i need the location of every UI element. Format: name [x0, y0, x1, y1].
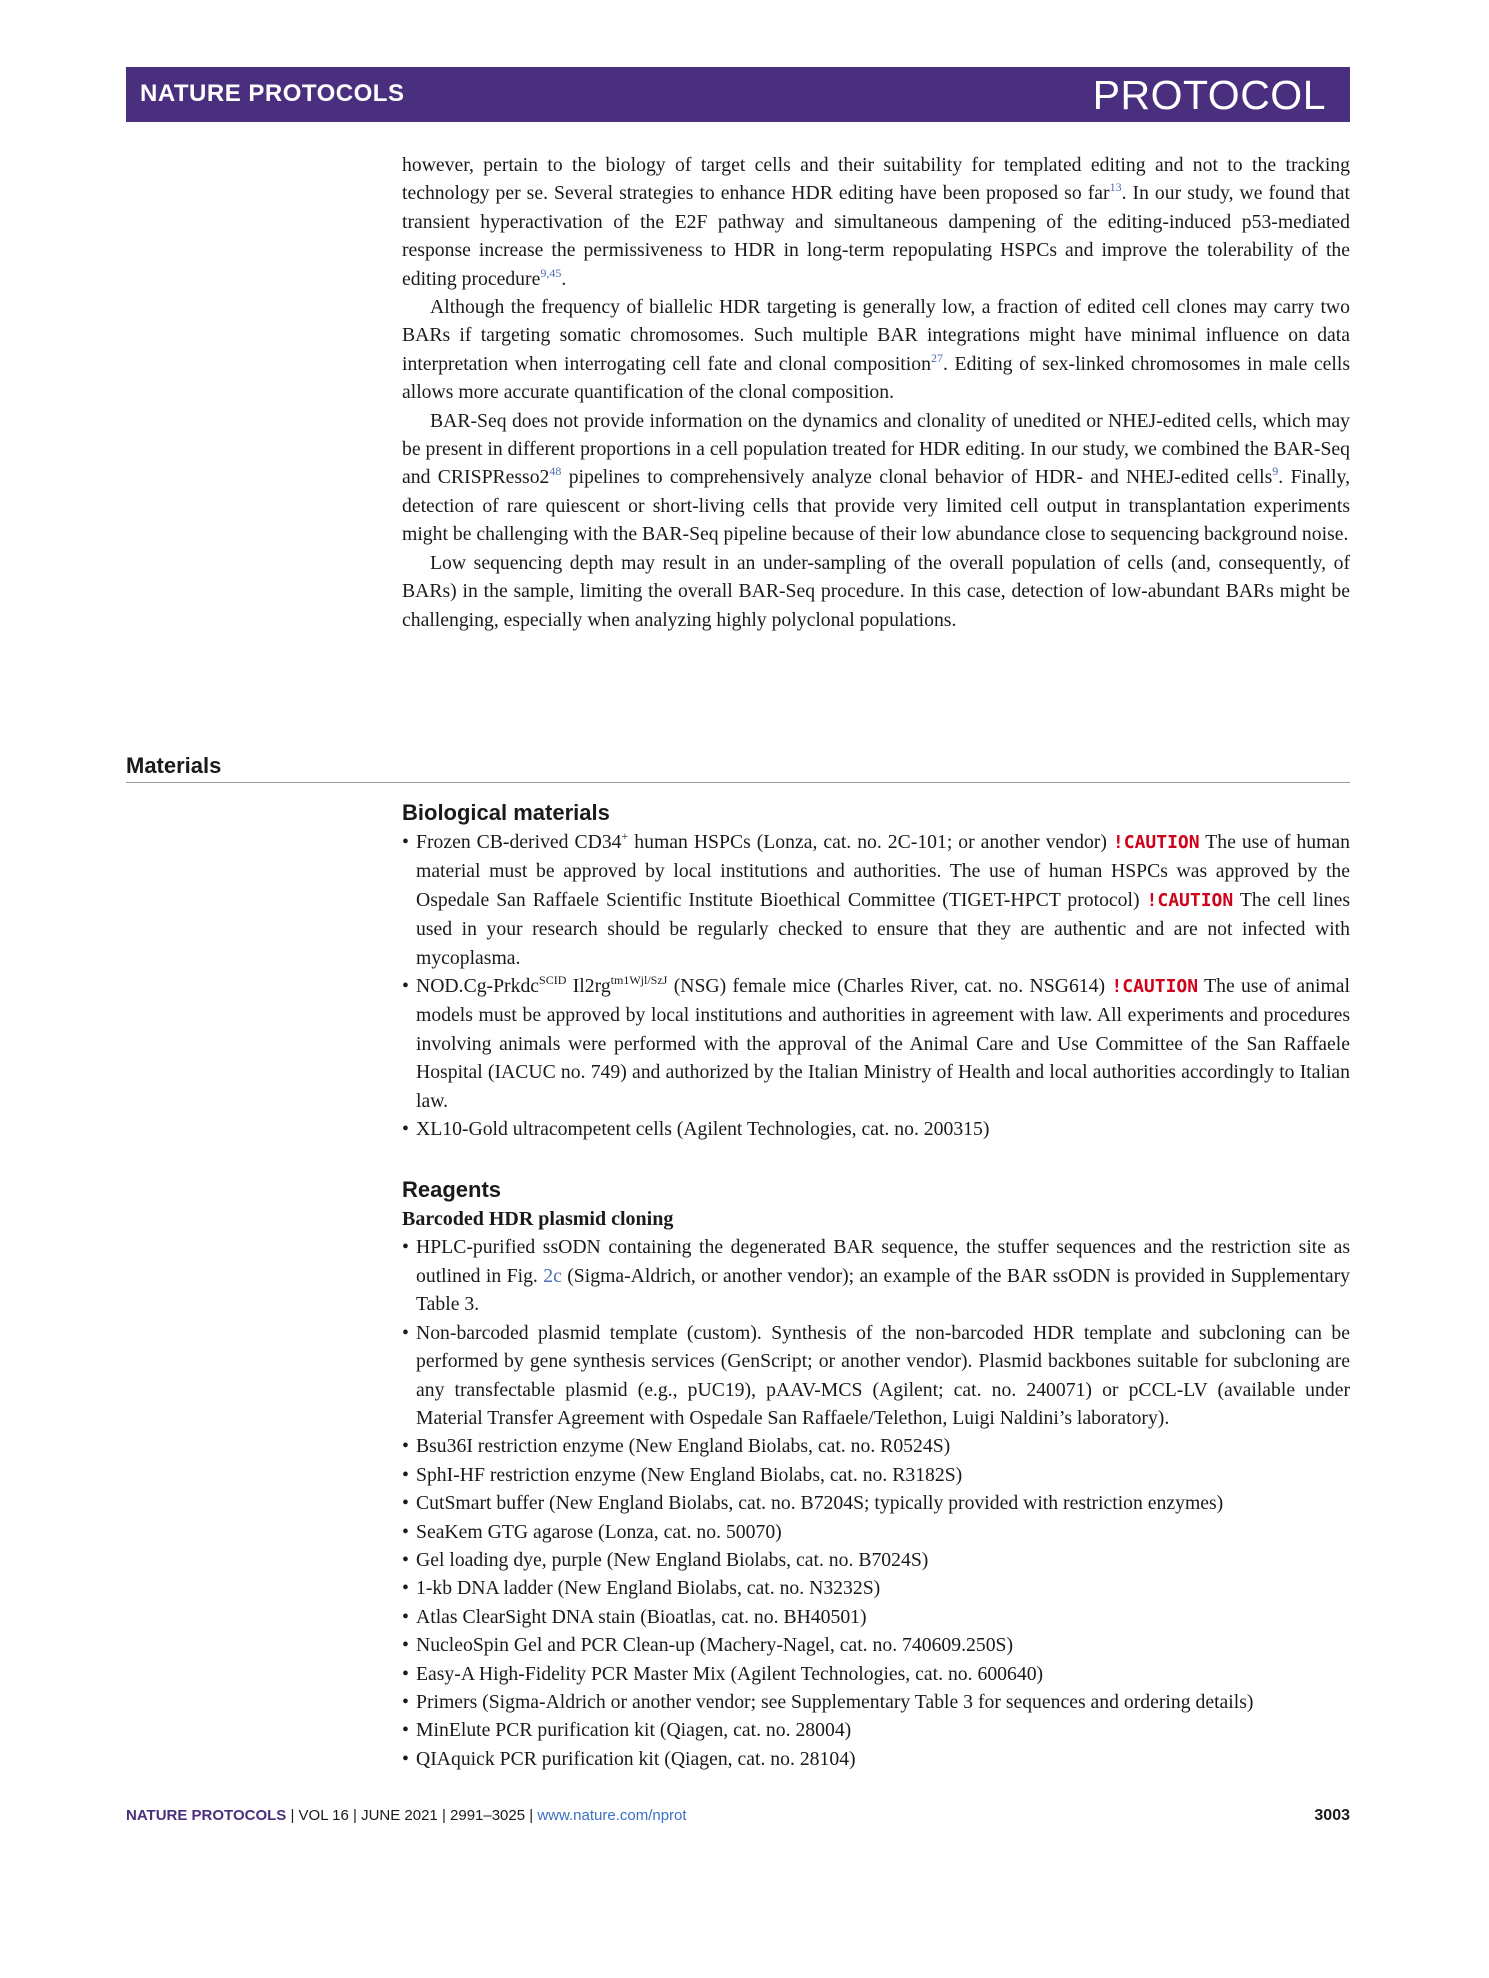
citation-link[interactable]: 27 — [930, 350, 943, 365]
caution-label: !CAUTION — [1146, 889, 1234, 911]
footer-issue-details: | VOL 16 | JUNE 2021 | 2991–3025 | — [286, 1807, 538, 1824]
list-item: • XL10-Gold ultracompetent cells (Agilent Technologies, cat. no. 200315) — [402, 1115, 1350, 1143]
list-item: • Frozen CB-derived CD34+ human HSPCs (Lonza, cat. no. 2C-101; or another vendor) !CAUTION The use of human material must be approved by local institutions and authorities. The use of human HSPCs was approved by the Ospedale San Raffaele Scientific Institute Bioethical Committee (TIGET-HPCT protocol) !CAUTION The cell lines used in your research should be regularly checked to ensure that they are authentic and are not infected with mycoplasma. — [402, 828, 1350, 972]
list-item: • Easy-A High-Fidelity PCR Master Mix (Agilent Technologies, cat. no. 600640) — [402, 1660, 1350, 1688]
list-item: • Atlas ClearSight DNA stain (Bioatlas, cat. no. BH40501) — [402, 1603, 1350, 1631]
caution-label: !CAUTION — [1111, 976, 1199, 998]
subheading-reagents: Reagents — [402, 1177, 502, 1203]
materials-section — [402, 798, 1350, 1773]
list-item: • Gel loading dye, purple (New England Biolabs, cat. no. B7024S) — [402, 1546, 1350, 1574]
page-number: 3003 — [1314, 1807, 1350, 1824]
paragraph: however, pertain to the biology of target cells and their suitability for templated editing and not to the tracking technology per se. Several strategies to enhance HDR editing have been proposed so far$^{13}$. In our study, we found that transient hyperactivation of the E2F pathway and simultaneous dampening of the editing-induced p53-mediated response increase the permissiveness to HDR in long-term repopulating HSPCs and improve the tolerability of the editing procedure$^{9,45}$. — [402, 154, 1350, 290]
citation-link[interactable]: 9 — [1272, 464, 1279, 479]
paragraph: Although the frequency of biallelic HDR targeting is generally low, a fraction of edited cell clones may carry two BARs if targeting somatic chromosomes. Such multiple BAR integrations might have minimal influence on data interpretation when interrogating cell fate and clonal composition$^{27}$. Editing of sex-linked chromosomes in male cells allows more accurate quantification of the clonal composition. — [402, 296, 1351, 404]
reagents-list — [402, 1233, 1350, 1773]
article-type: PROTOCOL — [1092, 72, 1326, 118]
list-item: • CutSmart buffer (New England Biolabs, cat. no. B7204S; typically provided with restriction enzymes) — [402, 1489, 1350, 1517]
journal-name: NATURE PROTOCOLS — [140, 80, 405, 107]
section-heading-materials: Materials — [126, 753, 222, 778]
list-item: • Bsu36I restriction enzyme (New England Biolabs, cat. no. R0524S) — [402, 1432, 1350, 1460]
list-item: • QIAquick PCR purification kit (Qiagen, cat. no. 28104) — [402, 1745, 1350, 1773]
paragraph: BAR-Seq does not provide information on the dynamics and clonality of unedited or NHEJ-edited cells, which may be present in different proportions in a cell population treated for HDR editing. In our study, we combined the BAR-Seq and CRISPResso2$^{48}$ pipelines to comprehensively analyze clonal behavior of HDR- and NHEJ-edited cells$^9$. Finally, detection of rare quiescent or short-living cells that provide very limited cell output in transplantation experiments might be challenging with the BAR-Seq pipeline because of their low abundance close to sequencing background noise. — [402, 409, 1351, 546]
list-item: • SphI-HF restriction enzyme (New England Biolabs, cat. no. R3182S) — [402, 1461, 1350, 1489]
list-item: • HPLC-purified ssODN containing the degenerated BAR sequence, the stuffer sequences and the restriction site as outlined in Fig. 2c (Sigma-Aldrich, or another vendor); an example of the BAR ssODN is provided in Supplementary Table 3. — [402, 1233, 1350, 1318]
citation-link[interactable]: 13 — [1109, 180, 1122, 195]
subheading-biological-materials: Biological materials — [402, 800, 610, 825]
biological-materials-list — [402, 828, 1350, 1143]
list-item: • NOD.Cg-Prkdc$^{SCID}$ $Il2rg^{tm1Wjl/SzJ}$ (NSG) female mice (Charles River, cat. no. NSG614) !CAUTION The use of animal models must be approved by local institutions and authorities in agreement with law. All experiments and procedures involving animals were performed with the approval of the Animal Care and Use Committee of the San Raffaele Hospital (IACUC no. 749) and authorized by the Italian Ministry of Health and local authorities accordingly to Italian law. — [402, 972, 1350, 1115]
footer-journal: NATURE PROTOCOLS — [126, 1807, 287, 1824]
paragraph: Low sequencing depth may result in an under-sampling of the overall population of cells (and, consequently, of BARs) in the sample, limiting the overall BAR-Seq procedure. In this case, detection of low-abundant BARs might be challenging, especially when analyzing highly polyclonal populations. — [402, 551, 1350, 631]
list-item: • Non-barcoded plasmid template (custom). Synthesis of the non-barcoded HDR template and subcloning can be performed by gene synthesis services (GenScript; or another vendor). Plasmid backbones suitable for subcloning are any transfectable plasmid (e.g., pUC19), pAAV-MCS (Agilent; cat. no. 240071) or pCCL-LV (available under Material Transfer Agreement with Ospedale San Raffaele/Telethon, Luigi Naldini’s laboratory). — [402, 1319, 1350, 1433]
list-item: • 1-kb DNA ladder (New England Biolabs, cat. no. N3232S) — [402, 1574, 1350, 1602]
list-item: • Primers (Sigma-Aldrich or another vendor; see Supplementary Table 3 for sequences and ordering details) — [402, 1688, 1350, 1716]
subheading-plasmid-cloning: Barcoded HDR plasmid cloning — [402, 1208, 674, 1231]
citation-link[interactable]: 48 — [549, 464, 562, 479]
header-bar — [126, 67, 1350, 122]
list-item: • NucleoSpin Gel and PCR Clean-up (Machery-Nagel, cat. no. 740609.250S) — [402, 1631, 1350, 1659]
list-item: • MinElute PCR purification kit (Qiagen, cat. no. 28004) — [402, 1716, 1350, 1744]
figure-link[interactable]: 2c — [543, 1264, 562, 1287]
list-item: • SeaKem GTG agarose (Lonza, cat. no. 50070) — [402, 1518, 1350, 1546]
intro-section — [402, 151, 1350, 634]
caution-label: !CAUTION — [1112, 832, 1200, 853]
citation-link[interactable]: 9,45 — [540, 265, 562, 280]
section-divider — [126, 782, 1350, 783]
footer-url-link[interactable]: www.nature.com/nprot — [537, 1807, 687, 1824]
page-footer — [126, 1807, 1350, 1824]
